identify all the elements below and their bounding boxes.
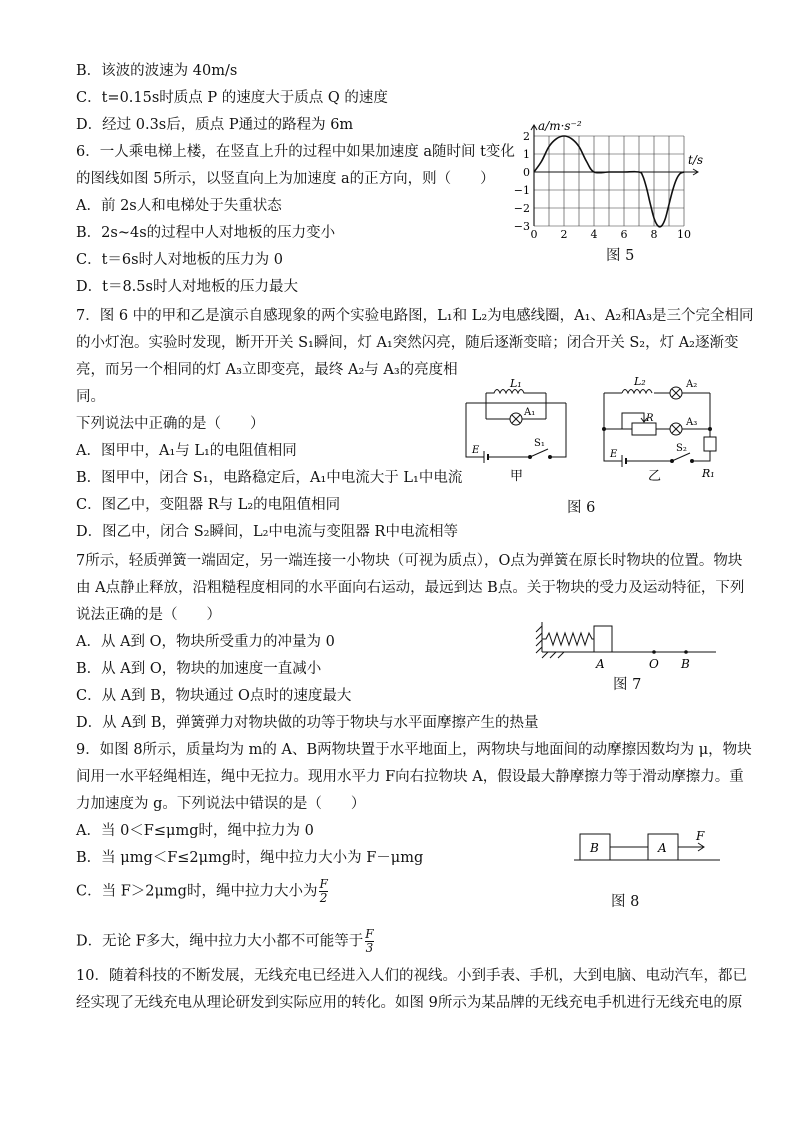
y-tick-label: −3 xyxy=(513,220,530,233)
q7-stem-line2: 的小灯泡。实验时发现，断开开关 S₁瞬间，灯 A₁突然闪亮，随后逐渐变暗；闭合开关 S₂，灯 A₂逐渐变 xyxy=(76,335,739,351)
q8-option-d: D．从 A到 B，弹簧弹力对物块做的功等于物块与水平面摩擦产生的热量 xyxy=(76,715,539,731)
block xyxy=(594,626,612,652)
q7-stem-line1: 7．图 6 中的甲和乙是演示自感现象的两个实验电路图，L₁和 L₂为电感线圈，A₁、A₂和A₃是三个完全相同 xyxy=(76,308,754,324)
figure-7-caption: 图 7 xyxy=(613,677,642,693)
label-r: R xyxy=(646,413,654,424)
q8-stem-line1: 7所示，轻质弹簧一端固定，另一端连接一小物块（可视为质点），O点为弹簧在原长时物块的位置。物块 xyxy=(76,553,743,569)
q7-stem-line4: 同。 xyxy=(76,389,105,405)
q9-option-c xyxy=(76,878,328,905)
q7-option-d: D．图乙中，闭合 S₂瞬间，L₂中电流与变阻器 R中电流相等 xyxy=(76,524,458,540)
label-l1: L₁ xyxy=(510,377,522,390)
label-s1: S₁ xyxy=(534,438,545,449)
q8-option-b: B．从 A到 O，物块的加速度一直减小 xyxy=(76,661,322,677)
q6-option-d: D．t＝8.5s时人对地板的压力最大 xyxy=(76,279,298,295)
q6-stem-line1: 6．一人乘电梯上楼，在竖直上升的过程中如果加速度 a随时间 t变化 xyxy=(76,144,515,160)
q9-stem-line1: 9．如图 8所示，质量均为 m的 A、B两物块置于水平地面上，两物块与地面间的动摩擦因数均为 μ，物块 xyxy=(76,742,752,758)
q8-stem-line2: 由 A点静止释放，沿粗糙程度相同的水平面向右运动，最远到达 B点。关于物块的受力及运动特征，下列 xyxy=(76,580,745,596)
figure-6-caption: 图 6 xyxy=(567,500,596,516)
label-yi: 乙 xyxy=(648,469,662,484)
q8-stem-line3: 说法正确的是（ ） xyxy=(76,607,221,623)
y-tick-label: 1 xyxy=(523,148,530,161)
chart-grid xyxy=(534,136,684,226)
q8-option-c: C．从 A到 B，物块通过 O点时的速度最大 xyxy=(76,688,352,704)
figure-8-blocks xyxy=(570,826,730,866)
label-r1: R₁ xyxy=(702,467,715,480)
x-tick-label: 0 xyxy=(530,228,538,238)
circuit-yi xyxy=(603,387,717,467)
chart-xlabel: t/s xyxy=(688,153,704,167)
q6-stem-line2: 的图线如图 5所示，以竖直向上为加速度 a的正方向，则（ ） xyxy=(76,171,495,187)
q6-option-c: C．t＝6s时人对地板的压力为 0 xyxy=(76,252,283,268)
q9-option-d xyxy=(76,928,374,955)
q7-option-c: C．图乙中，变阻器 R与 L₂的电阻值相同 xyxy=(76,497,341,513)
q9-stem-line3: 力加速度为 g。下列说法中错误的是（ ） xyxy=(76,796,366,812)
q5-option-c: C．t=0.15s时质点 P 的速度大于质点 Q 的速度 xyxy=(76,90,388,106)
label-force-f: F xyxy=(696,829,705,843)
q6-option-a: A．前 2s人和电梯处于失重状态 xyxy=(76,198,282,214)
label-b: B xyxy=(681,657,690,671)
q9-option-c-text: C．当 F＞2μmg时，绳中拉力大小为 xyxy=(76,883,318,900)
label-l2: L₂ xyxy=(634,375,646,388)
q9-option-a: A．当 0＜F≤μmg时，绳中拉力为 0 xyxy=(76,823,314,839)
q7-stem-line5: 下列说法中正确的是（ ） xyxy=(76,416,265,432)
x-tick-label: 4 xyxy=(590,228,598,238)
q8-option-a: A．从 A到 O，物块所受重力的冲量为 0 xyxy=(76,634,335,650)
y-tick-label: −1 xyxy=(513,184,530,197)
x-tick-label: 8 xyxy=(650,228,658,238)
figure-8-caption: 图 8 xyxy=(611,894,640,910)
label-e1: E xyxy=(472,445,480,456)
y-tick-label: 2 xyxy=(523,130,530,143)
q5-option-d: D．经过 0.3s后，质点 P通过的路程为 6m xyxy=(76,117,354,133)
fraction-f-over-3: $\frac{F}{3}$ xyxy=(365,927,374,955)
fraction-f-over-2: $\frac{F}{2}$ xyxy=(319,877,328,905)
chart-axes xyxy=(531,125,698,226)
y-tick-label: −2 xyxy=(513,202,530,215)
circuit-jia xyxy=(466,390,566,464)
chart-ylabel: a/m·s⁻² xyxy=(538,119,582,133)
q5-option-b: B．该波的波速为 40m/s xyxy=(76,63,238,79)
q10-stem-line2: 经实现了无线充电从理论研发到实际应用的转化。如图 9所示为某品牌的无线充电手机进行无线充电的原 xyxy=(76,995,743,1011)
spring xyxy=(542,633,594,645)
x-tick-label: 10 xyxy=(677,228,691,238)
label-jia: 甲 xyxy=(510,469,524,484)
q9-stem-line2: 间用一水平轻绳相连，绳中无拉力。现用水平力 F向右拉物块 A，假设最大静摩擦力等于滑动摩擦力。重 xyxy=(76,769,744,785)
figure-7-spring xyxy=(530,620,730,672)
q7-option-a: A．图甲中，A₁与 L₁的电阻值相同 xyxy=(76,443,297,459)
label-a3: A₃ xyxy=(686,417,698,428)
label-block-b: B xyxy=(590,841,599,855)
figure-5-caption: 图 5 xyxy=(606,248,635,264)
q9-option-b: B．当 μmg＜F≤2μmg时，绳中拉力大小为 F－μmg xyxy=(76,850,424,866)
y-tick-label: 0 xyxy=(523,166,530,179)
figure-5-chart xyxy=(510,118,710,238)
label-s2: S₂ xyxy=(676,443,687,454)
q7-option-b: B．图甲中，闭合 S₁，电路稳定后，A₁中电流大于 L₁中电流 xyxy=(76,470,463,486)
q6-option-b: B．2s~4s的过程中人对地板的压力变小 xyxy=(76,225,336,241)
x-tick-label: 2 xyxy=(560,228,568,238)
label-e2: E xyxy=(610,449,618,460)
label-a: A xyxy=(596,657,605,671)
q10-stem-line1: 10．随着科技的不断发展，无线充电已经进入人们的视线。小到手表、手机，大到电脑、电动汽车，都已 xyxy=(76,968,747,984)
label-a1: A₁ xyxy=(524,407,536,418)
label-a2: A₂ xyxy=(686,379,698,390)
q9-option-d-text: D．无论 F多大，绳中拉力大小都不可能等于 xyxy=(76,933,364,950)
label-block-a: A xyxy=(658,841,667,855)
x-tick-label: 6 xyxy=(620,228,628,238)
q7-stem-line3: 亮，而另一个相同的灯 A₃立即变亮，最终 A₂与 A₃的亮度相 xyxy=(76,362,458,378)
figure-6-circuits xyxy=(458,375,728,485)
label-o: O xyxy=(649,657,659,671)
